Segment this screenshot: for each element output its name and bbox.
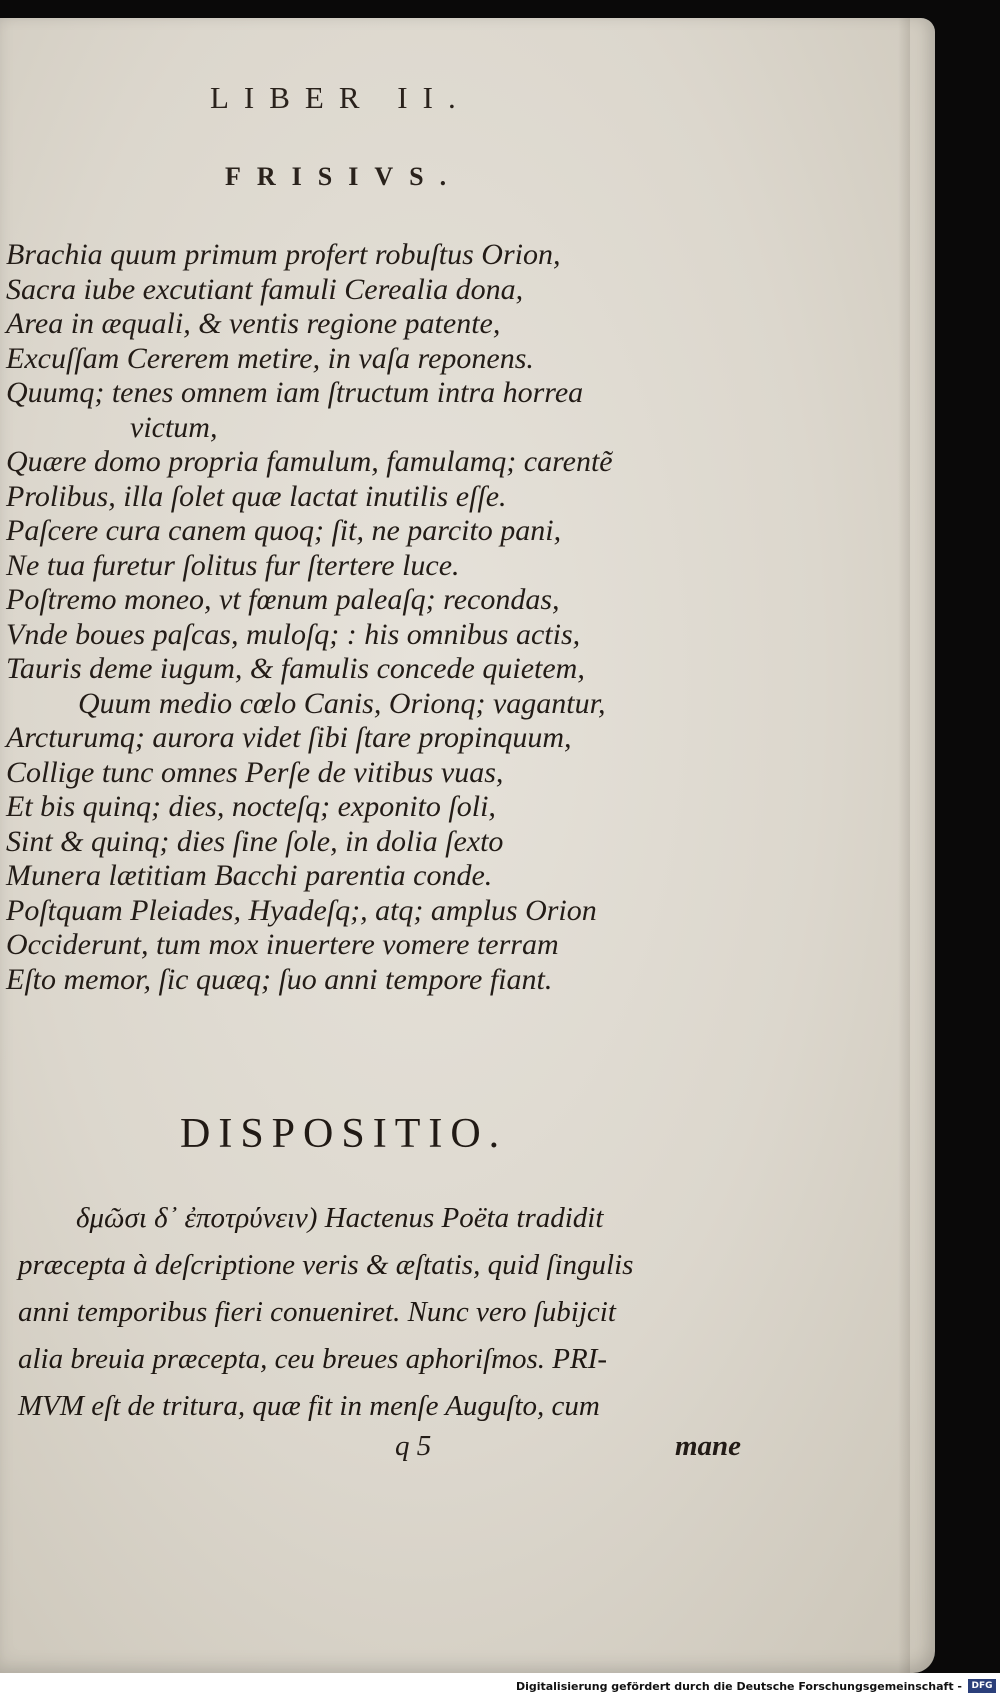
verse-line: Sint & quinq; dies ſine ſole, in dolia ſexto	[6, 824, 504, 858]
section-title: FRISIVS.	[225, 162, 463, 191]
commentary-block	[18, 1195, 758, 1430]
verse-block	[0, 238, 613, 997]
verse-line: Excuſſam Cererem metire, in vaſa reponens.	[6, 341, 534, 375]
verse-line: Quumq; tenes omnem iam ſtructum intra horrea	[6, 376, 584, 409]
verse-line: Occiderunt, tum mox inuertere vomere terram	[6, 928, 559, 961]
commentary-line: alia breuia præcepta, ceu breues aphoriſmos. PRI-	[18, 1343, 608, 1375]
verse-line: Quære domo propria famulum, famulamq; carentẽ	[6, 445, 613, 478]
verse-line: Et bis quinq; dies, nocteſq; exponito ſoli,	[6, 790, 496, 823]
dispositio-heading: DISPOSITIO.	[180, 1111, 508, 1157]
verse-line: Brachia quum primum profert robuſtus Orion,	[6, 238, 561, 271]
verse-line: Arcturumq; aurora videt ſibi ſtare propinquum,	[6, 721, 572, 754]
signature-mark: q 5	[395, 1430, 432, 1462]
verse-line: Poſtquam Pleiades, Hyadeſq;, atq; amplus Orion	[6, 893, 597, 927]
credit-bar	[0, 1673, 1000, 1697]
commentary-line: MVM eſt de tritura, quæ fit in menſe Auguſto, cum	[18, 1390, 600, 1422]
verse-line: Area in æquali, & ventis regione patente,	[6, 307, 501, 340]
verse-line: Collige tunc omnes Perſe de vitibus vuas,	[6, 755, 504, 789]
verse-line: Sacra iube excutiant famuli Cerealia dona,	[6, 272, 524, 306]
page-footer	[0, 1430, 760, 1480]
verse-line: Vnde boues paſcas, muloſq; : his omnibus actis,	[6, 617, 581, 651]
catchword: mane	[675, 1430, 742, 1462]
verse-line: Poſtremo moneo, vt fœnum paleaſq; recondas,	[6, 583, 560, 616]
verse-line: Eſto memor, ſic quæq; ſuo anni tempore fiant.	[6, 962, 553, 996]
verse-line: Prolibus, illa ſolet quæ lactat inutilis eſſe.	[6, 479, 507, 513]
verse-line-continuation: victum,	[130, 410, 218, 444]
verse-line: Paſcere cura canem quoq; ſit, ne parcito pani,	[6, 514, 562, 547]
verse-line: Munera lætitiam Bacchi parentia conde.	[6, 859, 493, 892]
commentary-line: præcepta à deſcriptione veris & æſtatis, quid ſingulis	[18, 1249, 634, 1281]
commentary-line: δμῶσι δ᾽ ἐποτρύνειν) Hactenus Poëta tradidit	[76, 1202, 604, 1234]
credit-text: Digitalisierung gefördert durch die Deutsche Forschungsgemeinschaft -	[515, 1680, 962, 1693]
commentary-line: anni temporibus fieri conueniret. Nunc vero ſubijcit	[18, 1296, 616, 1328]
verse-line: Ne tua furetur ſolitus fur ſtertere luce.	[6, 548, 460, 582]
verse-line: Tauris deme iugum, & famulis concede quietem,	[6, 652, 585, 685]
dfg-logo-icon: DFG	[968, 1679, 996, 1693]
running-title: LIBER II.	[210, 80, 471, 115]
page-edge-shadow	[898, 18, 910, 1673]
verse-line-indented: Quum medio cœlo Canis, Orionq; vagantur,	[78, 686, 606, 720]
